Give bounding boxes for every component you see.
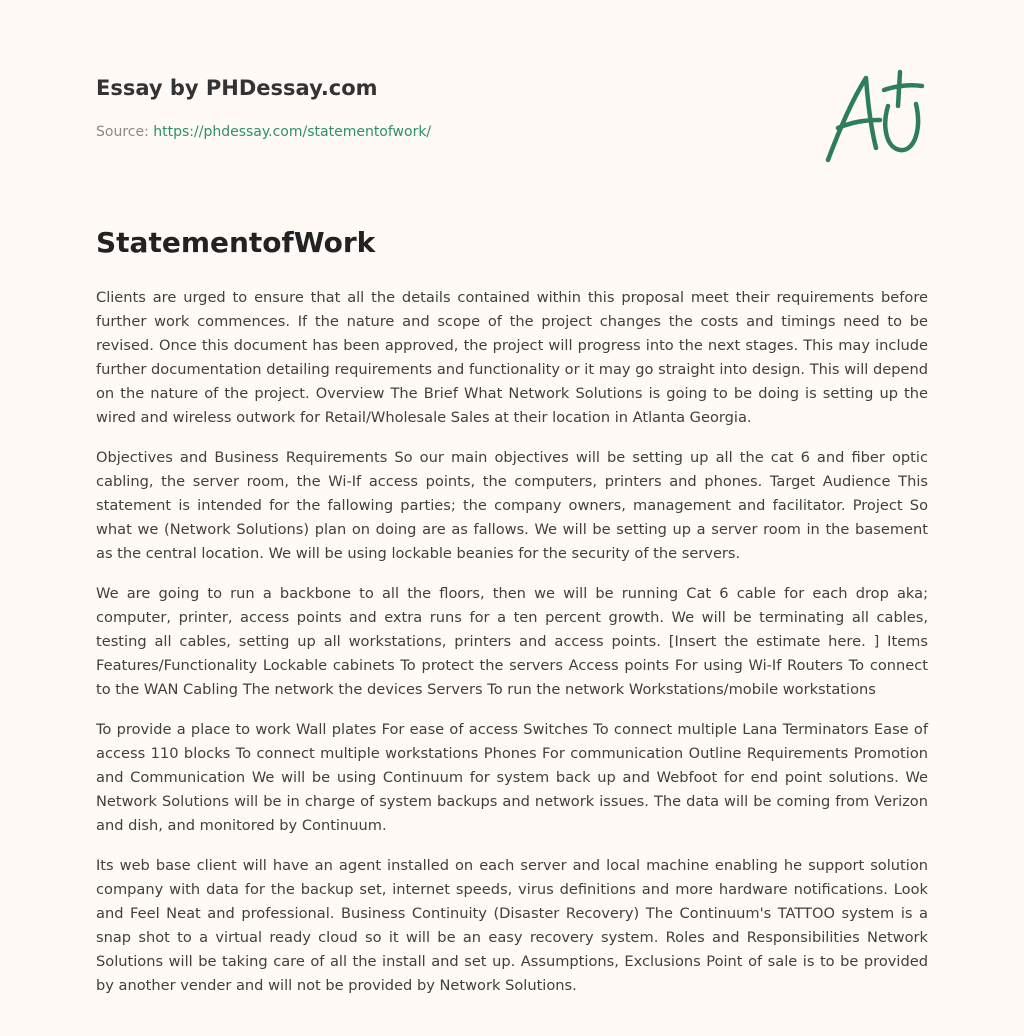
source-link[interactable]: https://phdessay.com/statementofwork/	[153, 124, 432, 140]
essay-paragraph: Its web base client will have an agent installed on each server and local machine enabling he support solution company with data for the backup set, internet speeds, virus definitions and more hardware notifications. Look and Feel Neat and professional. Business Continuity (Disaster Recovery) The Continuum's TATTOO system is a snap shot to a virtual ready cloud so it will be an easy recovery system. Roles and Responsibilities Network Solutions will be taking care of all the install and set up. Assumptions, Exclusions Point of sale is to be provided by another vender and will not be provided by Network Solutions.	[96, 857, 928, 994]
a-plus-grade-icon	[818, 66, 930, 166]
essay-paragraph: Clients are urged to ensure that all the details contained within this proposal meet their requirements before further work commences. If the nature and scope of the project changes the costs and timings need to be revised. Once this document has been approved, the project will progress into the next stages. This may include further documentation detailing requirements and functionality or it may go straight into design. This will depend on the nature of the project. Overview The Brief What Network Solutions is going to be doing is setting up the wired and wireless outwork for Retail/Wholesale Sales at their location in Atlanta Georgia.	[96, 289, 928, 426]
source-label: Source:	[96, 124, 154, 140]
source-line	[96, 124, 431, 140]
essay-paragraph: To provide a place to work Wall plates For ease of access Switches To connect multiple Lana Terminators Ease of access 110 blocks To connect multiple workstations Phones For communication Outline Requirements Promotion and Communication We will be using Continuum for system back up and Webfoot for end point solutions. We Network Solutions will be in charge of system backups and network issues. The data will be coming from Verizon and dish, and monitored by Continuum.	[96, 721, 928, 834]
essay-paragraph: We are going to run a backbone to all the floors, then we will be running Cat 6 cable for each drop aka; computer, printer, access points and extra runs for a ten percent growth. We will be terminating all cables, testing all cables, setting up all workstations, printers and access points. [Insert the estimate here. ] Items Features/Functionality Lockable cabinets To protect the servers Access points For using Wi-If Routers To connect to the WAN Cabling The network the devices Servers To run the network Workstations/mobile workstations	[96, 585, 928, 698]
brand-title: Essay by PHDessay.com	[96, 76, 378, 100]
essay-paragraph: Objectives and Business Requirements So our main objectives will be setting up all the cat 6 and fiber optic cabling, the server room, the Wi-If access points, the computers, printers and phones. Target Audience This statement is intended for the fallowing parties; the company owners, management and facilitator. Project So what we (Network Solutions) plan on doing are as fallows. We will be setting up a server room in the basement as the central location. We will be using lockable beanies for the security of the servers.	[96, 449, 928, 562]
essay-body	[96, 286, 928, 1014]
page-title: StatementofWork	[96, 226, 376, 259]
